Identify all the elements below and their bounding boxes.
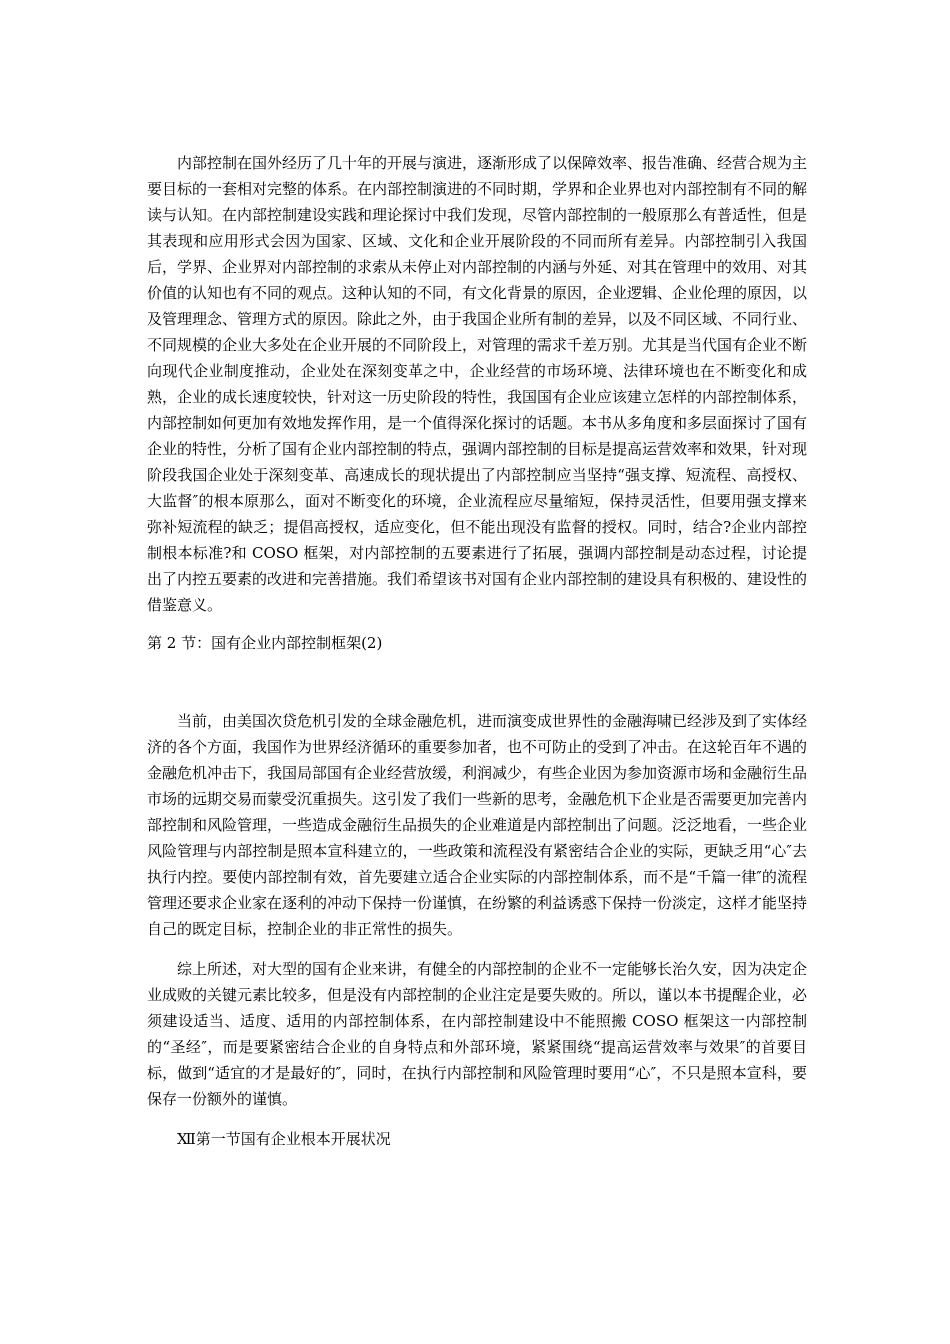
section-heading-2: 第 2 节：国有企业内部控制框架(2) [147,634,383,652]
paragraph-intro: 内部控制在国外经历了几十年的开展与演进，逐渐形成了以保障效率、报告准确、经营合规为主要目标的一套相对完整的体系。在内部控制演进的不同时期，学界和企业界也对内部控制有不同的解读与认知。在内部控制建设实践和理论探讨中我们发现，尽管内部控制的一般原那么有普适性，但是其表现和应用形式会因为国家、区域、文化和企业开展阶段的不同而所有差异。内部控制引入我国后，学界、企业界对内部控制的求索从未停止对内部控制的内涵与外延、对其在管理中的效用、对其价值的认知也有不同的观点。这种认知的不同，有文化背景的原因，企业逻辑、企业伦理的原因，以及管理理念、管理方式的原因。除此之外，由于我国企业所有制的差异，以及不同区域、不同行业、不同规模的企业大多处在企业开展的不同阶段上，对管理的需求千差万别。尤其是当代国有企业不断向现代企业制度推动，企业处在深刻变革之中，企业经营的市场环境、法律环境也在不断变化和成熟，企业的成长速度较快，针对这一历史阶段的特性，我国国有企业应该建立怎样的内部控制体系，内部控制如何更加有效地发挥作用，是一个值得深化探讨的话题。本书从多角度和多层面探讨了国有企业的特性，分析了国有企业内部控制的特点，强调内部控制的目标是提高运营效率和效果，针对现阶段我国企业处于深刻变革、高速成长的现状提出了内部控制应当坚持“强支撑、短流程、高授权、大监督″的根本原那么，面对不断变化的环境，企业流程应尽量缩短，保持灵活性，但要用强支撑来弥补短流程的缺乏；提倡高授权，适应变化，但不能出现没有监督的授权。同时，结合?企业内部控制根本标准?和 COSO 框架，对内部控制的五要素进行了拓展，强调内部控制是动态过程，讨论提出了内控五要素的改进和完善措施。我们希望该书对国有企业内部控制的建设具有积极的、建设性的借鉴意义。 [147,154,808,614]
paragraph-conclusion: 综上所述，对大型的国有企业来讲，有健全的内部控制的企业不一定能够长治久安，因为决定企业成败的关键元素比较多，但是没有内部控制的企业注定是要失败的。所以，谨以本书提醒企业，必须建设适当、适度、适用的内部控制体系，在内部控制建设中不能照搬 COSO 框架这一内部控制的“圣经″，而是要紧密结合企业的自身特点和外部环境，紧紧围绕“提高运营效率与效果″的首要目标，做到“适宜的才是最好的″，同时，在执行内部控制和风险管理时要用“心″，不只是照本宣科，要保存一份额外的谨慎。 [147,960,808,1108]
section-heading-1: Ⅻ第一节国有企业根本开展状况 [177,1130,391,1148]
paragraph-financial-crisis: 当前，由美国次贷危机引发的全球金融危机，进而演变成世界性的金融海啸已经涉及到了实体经济的各个方面，我国作为世界经济循环的重要参加者，也不可防止的受到了冲击。在这轮百年不遇的金融危机冲击下，我国局部国有企业经营放缓，利润减少，有些企业因为参加资源市场和金融衍生品市场的远期交易而蒙受沉重损失。这引发了我们一些新的思考，金融危机下企业是否需要更加完善内部控制和风险管理，一些造成金融衍生品损失的企业难道是内部控制出了问题。泛泛地看，一些企业风险管理与内部控制是照本宣科建立的，一些政策和流程没有紧密结合企业的实际，更缺乏用“心″去执行内控。要使内部控制有效，首先要建立适合企业实际的内部控制体系，而不是“千篇一律″的流程管理还要求企业家在逐利的冲动下保持一份谨慎，在纷繁的利益诱惑下保持一份淡定，这样才能坚持自己的既定目标，控制企业的非正常性的损失。 [147,712,808,938]
document-page [147,150,807,1152]
